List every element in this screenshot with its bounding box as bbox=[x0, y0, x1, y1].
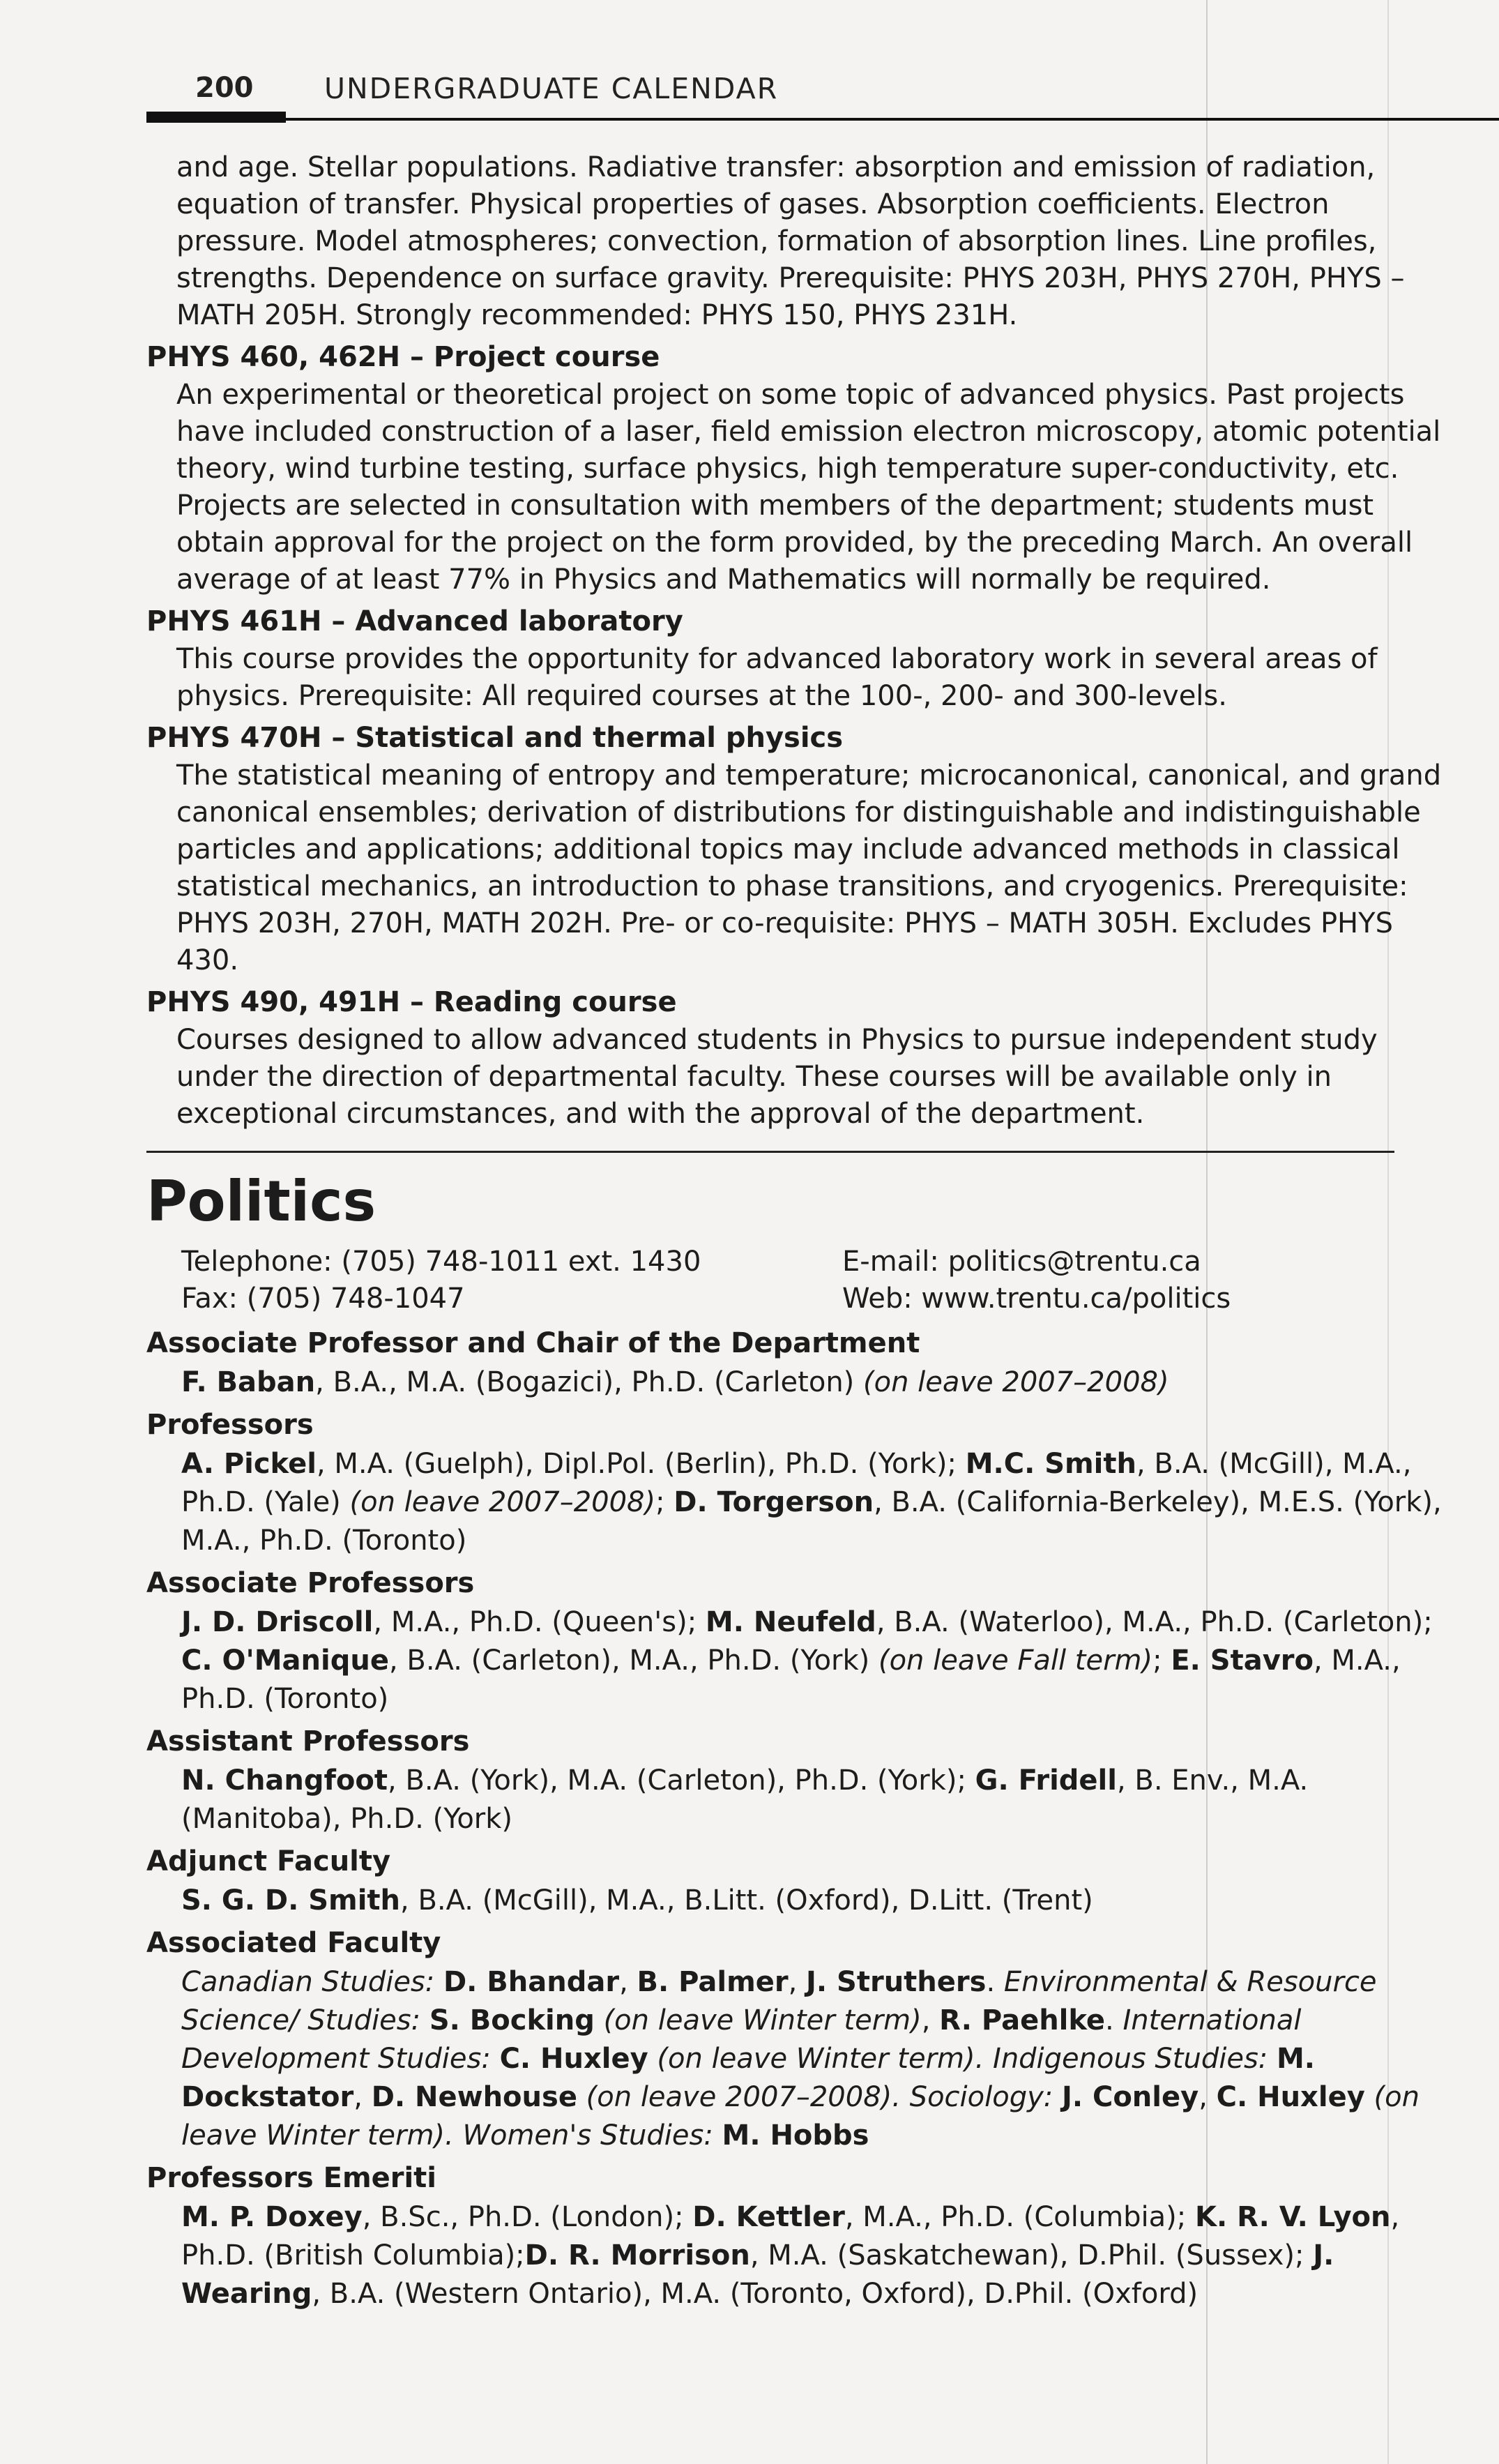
faculty-name: C. O'Manique bbox=[181, 1645, 389, 1677]
contact-phone-fax bbox=[181, 1244, 701, 1317]
header-rule bbox=[286, 118, 1499, 121]
header-rule-thick bbox=[146, 112, 286, 123]
page-header bbox=[146, 66, 1457, 122]
email: E-mail: politics@trentu.ca bbox=[842, 1246, 1201, 1278]
faculty-group bbox=[146, 1841, 1457, 1920]
faculty-name: S. G. D. Smith bbox=[181, 1884, 401, 1917]
faculty-credentials: , B.A. (Western Ontario), M.A. (Toronto, Oxford), D.Phil. (Oxford) bbox=[312, 2278, 1199, 2310]
course-title: PHYS 470H – Statistical and thermal physics bbox=[146, 722, 844, 754]
faculty-credentials: . bbox=[986, 1966, 1004, 1998]
faculty-name: J. Conley bbox=[1061, 2081, 1199, 2113]
faculty-name: J. D. Driscoll bbox=[181, 1606, 374, 1638]
faculty-note: International Development Studies: bbox=[181, 2004, 1302, 2075]
course-entry bbox=[146, 719, 1457, 979]
faculty-group bbox=[146, 1563, 1457, 1718]
faculty-credentials: , M.A., Ph.D. (Toronto) bbox=[181, 1645, 1401, 1715]
faculty-credentials: , bbox=[921, 2004, 940, 2036]
faculty-name: B. Palmer bbox=[637, 1966, 789, 1998]
faculty-credentials: , M.A. (Saskatchewan), D.Phil. (Sussex); bbox=[750, 2239, 1314, 2272]
faculty-group-heading: Associate Professor and Chair of the Department bbox=[146, 1327, 920, 1359]
faculty-credentials: , B.A. (California-Berkeley), M.E.S. (York), M.A., Ph.D. (Toronto) bbox=[181, 1486, 1442, 1557]
faculty-name: F. Baban bbox=[181, 1366, 316, 1398]
faculty-group-heading: Associate Professors bbox=[146, 1567, 475, 1599]
faculty-credentials: , B.A. (Carleton), M.A., Ph.D. (York) bbox=[388, 1645, 878, 1677]
faculty-name: E. Stavro bbox=[1171, 1645, 1314, 1677]
faculty-name: D. R. Morrison bbox=[524, 2239, 750, 2272]
faculty-credentials: , B.A., M.A. (Bogazici), Ph.D. (Carleton) bbox=[315, 1366, 863, 1398]
faculty-note: (on leave 2007–2008). Sociology: bbox=[577, 2081, 1062, 2113]
running-title: UNDERGRADUATE CALENDAR bbox=[324, 72, 779, 105]
faculty-group-heading: Professors bbox=[146, 1409, 314, 1441]
faculty-group bbox=[146, 1405, 1457, 1560]
faculty-name: S. Bocking bbox=[429, 2004, 595, 2036]
faculty-name: N. Changfoot bbox=[181, 1764, 388, 1797]
faculty-group-members bbox=[181, 1363, 1457, 1402]
course-title: PHYS 461H – Advanced laboratory bbox=[146, 605, 683, 637]
faculty-name: R. Paehlke bbox=[939, 2004, 1106, 2036]
faculty-credentials: , M.A., Ph.D. (Columbia); bbox=[844, 2201, 1195, 2233]
faculty-credentials: , bbox=[788, 1966, 807, 1998]
faculty-group bbox=[146, 1923, 1457, 2155]
contact-email-web bbox=[842, 1244, 1231, 1317]
faculty-name: J. Wearing bbox=[181, 2239, 1334, 2310]
faculty-name: M. P. Doxey bbox=[181, 2201, 363, 2233]
faculty-credentials: , B.Sc., Ph.D. (London); bbox=[362, 2201, 693, 2233]
faculty-group-members bbox=[181, 1963, 1457, 2155]
page-content bbox=[146, 149, 1457, 2313]
faculty-credentials: , Ph.D. (British Columbia); bbox=[181, 2201, 1400, 2272]
course-entry bbox=[146, 338, 1457, 598]
faculty-credentials: ; bbox=[655, 1486, 674, 1518]
faculty-credentials: , bbox=[353, 2081, 372, 2113]
faculty-credentials: , B.A. (Waterloo), M.A., Ph.D. (Carleton); bbox=[876, 1606, 1433, 1638]
faculty-name: D. Newhouse bbox=[371, 2081, 577, 2113]
department-title: Politics bbox=[146, 1169, 376, 1234]
faculty-name: M. Dockstator bbox=[181, 2043, 1315, 2113]
faculty-credentials: , M.A., Ph.D. (Queen's); bbox=[373, 1606, 706, 1638]
faculty-name: C. Huxley bbox=[499, 2043, 648, 2075]
faculty-group-members bbox=[181, 1762, 1457, 1838]
faculty-credentials: , M.A. (Guelph), Dipl.Pol. (Berlin), Ph.D. (York); bbox=[316, 1448, 966, 1480]
faculty-note: (on leave Winter term). Indigenous Studies: bbox=[648, 2043, 1277, 2075]
faculty-credentials: , B.A. (McGill), M.A., B.Litt. (Oxford), D.Litt. (Trent) bbox=[400, 1884, 1093, 1917]
faculty-credentials: , bbox=[619, 1966, 637, 1998]
faculty-group-members bbox=[181, 1603, 1457, 1718]
faculty-group bbox=[146, 1721, 1457, 1838]
faculty-name: M. Neufeld bbox=[705, 1606, 876, 1638]
faculty-credentials: , B. Env., M.A. (Manitoba), Ph.D. (York) bbox=[181, 1764, 1309, 1835]
web: Web: www.trentu.ca/politics bbox=[842, 1283, 1231, 1315]
faculty-note: (on leave 2007–2008) bbox=[349, 1486, 656, 1518]
faculty-note: (on leave Fall term) bbox=[878, 1645, 1153, 1677]
faculty-note: (on leave Winter term) bbox=[594, 2004, 922, 2036]
faculty-credentials: ; bbox=[1152, 1645, 1171, 1677]
faculty-name: M.C. Smith bbox=[965, 1448, 1136, 1480]
faculty-name: J. Struthers bbox=[806, 1966, 987, 1998]
faculty-group-members bbox=[181, 1882, 1457, 1920]
faculty-group-heading: Professors Emeriti bbox=[146, 2162, 437, 2194]
faculty-name: D. Torgerson bbox=[674, 1486, 874, 1518]
faculty-name: C. Huxley bbox=[1216, 2081, 1365, 2113]
faculty-group bbox=[146, 2158, 1457, 2313]
faculty-credentials: , B.A. (McGill), M.A., Ph.D. (Yale) bbox=[181, 1448, 1412, 1518]
continued-course-text: and age. Stellar populations. Radiative transfer: absorption and emission of radiation, equation of transfer. Physical properties of gases. Absorption coefficients. Electron pressure. Model atmospheres; convection, formation of absorption lines. Line profiles, strengths. Dependence on surface gravity. Prerequisite: PHYS 203H, PHYS 270H, PHYS – MATH 205H. Strongly recommended: PHYS 150, PHYS 231H. bbox=[176, 151, 1405, 331]
faculty-group-heading: Adjunct Faculty bbox=[146, 1845, 391, 1877]
page-number: 200 bbox=[195, 72, 254, 104]
faculty-name: A. Pickel bbox=[181, 1448, 317, 1480]
course-entry bbox=[146, 603, 1457, 715]
faculty-name: D. Bhandar bbox=[443, 1966, 620, 1998]
faculty-group-members bbox=[181, 2198, 1457, 2313]
faculty-note: Canadian Studies: bbox=[181, 1966, 443, 1998]
course-title: PHYS 460, 462H – Project course bbox=[146, 341, 660, 373]
faculty-group bbox=[146, 1323, 1457, 1402]
course-description: Courses designed to allow advanced students in Physics to pursue independent study under the direction of departmental faculty. These courses will be available only in exceptional circumstances, and with the approval of the department. bbox=[176, 1024, 1378, 1130]
course-entry bbox=[146, 983, 1457, 1133]
faculty-group-members bbox=[181, 1445, 1457, 1560]
faculty-group-heading: Associated Faculty bbox=[146, 1927, 441, 1959]
section-divider bbox=[146, 1151, 1394, 1153]
faculty-credentials: , bbox=[1199, 2081, 1217, 2113]
course-description: An experimental or theoretical project on some topic of advanced physics. Past projects have included construction of a laser, field emission electron microscopy, atomic potential theory, wind turbine testing, surface physics, high temperature super-conductivity, etc. Projects are selected in consultation with members of the department; students must obtain approval for the project on the form provided, by the preceding March. An overall average of at least 77% in Physics and Mathematics will normally be required. bbox=[176, 379, 1441, 596]
faculty-name: M. Hobbs bbox=[722, 2119, 869, 2152]
course-description: The statistical meaning of entropy and temperature; microcanonical, canonical, and grand canonical ensembles; derivation of distributions for distinguishable and indistinguishable particles and applications; additional topics may include advanced methods in classical statistical mechanics, an introduction to phase transitions, and cryogenics. Prerequisite: PHYS 203H, 270H, MATH 202H. Pre- or co-requisite: PHYS – MATH 305H. Excludes PHYS 430. bbox=[176, 759, 1442, 976]
department-contact bbox=[181, 1244, 1457, 1320]
faculty-group-heading: Assistant Professors bbox=[146, 1725, 470, 1758]
course-title: PHYS 490, 491H – Reading course bbox=[146, 986, 677, 1018]
fax: Fax: (705) 748-1047 bbox=[181, 1283, 465, 1315]
faculty-credentials: , B.A. (York), M.A. (Carleton), Ph.D. (York); bbox=[388, 1764, 975, 1797]
faculty-note: (on leave 2007–2008) bbox=[863, 1366, 1169, 1398]
faculty-note: (on leave Winter term). Women's Studies: bbox=[181, 2081, 1420, 2152]
faculty-name: K. R. V. Lyon bbox=[1194, 2201, 1391, 2233]
telephone: Telephone: (705) 748-1011 ext. 1430 bbox=[181, 1246, 701, 1278]
faculty-name: D. Kettler bbox=[692, 2201, 845, 2233]
faculty-credentials: . bbox=[1105, 2004, 1123, 2036]
faculty-name: G. Fridell bbox=[975, 1764, 1117, 1797]
course-description: This course provides the opportunity for advanced laboratory work in several areas of physics. Prerequisite: All required courses at the 100-, 200- and 300-levels. bbox=[176, 643, 1378, 712]
faculty-note: Environmental & Resource Science/ Studies: bbox=[181, 1966, 1377, 2036]
